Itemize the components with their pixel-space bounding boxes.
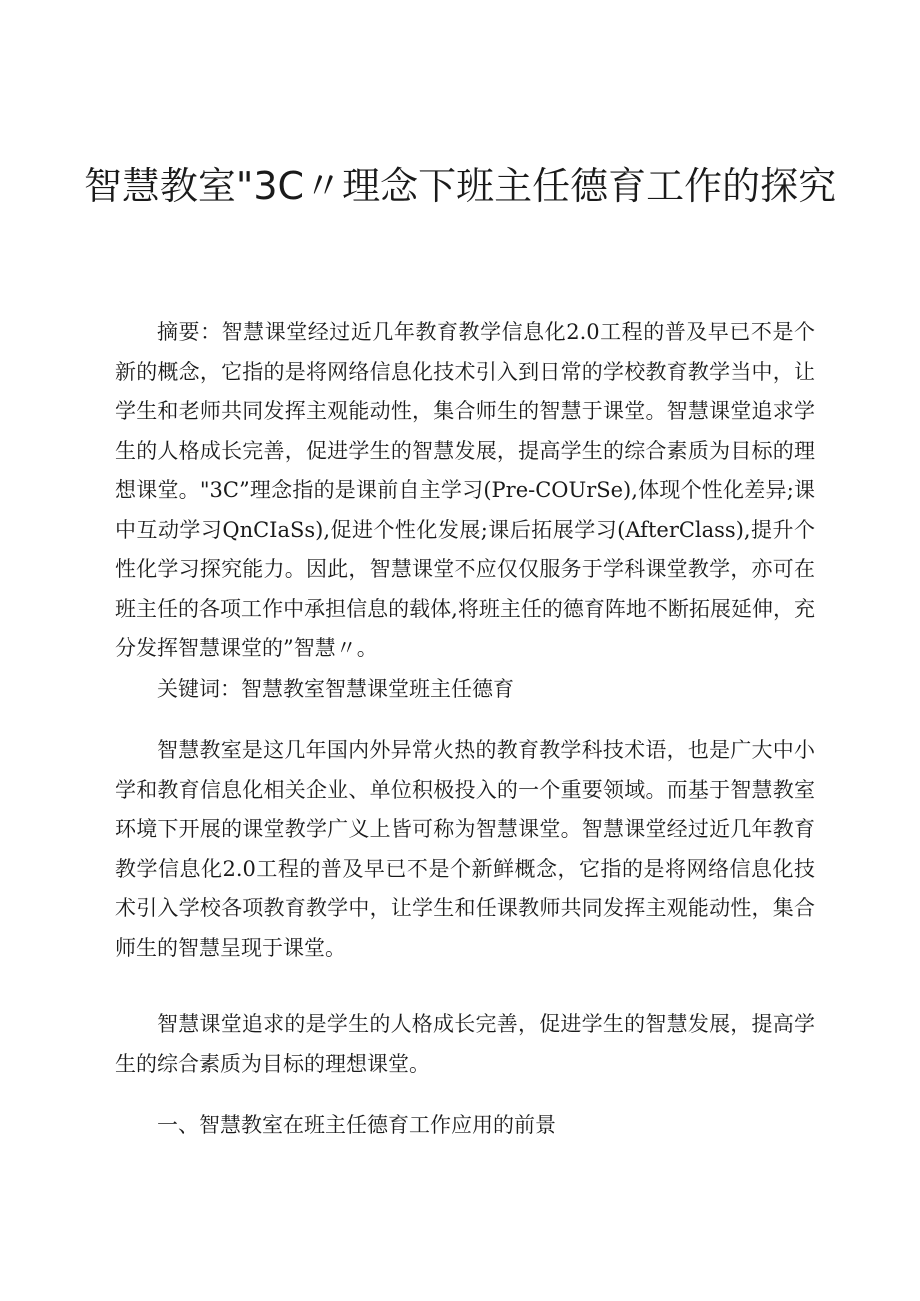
intro-paragraph-1: 智慧教室是这几年国内外异常火热的教育教学科技术语，也是广大中小学和教育信息化相关企业、单位积极投入的一个重要领域。而基于智慧教室环境下开展的课堂教学广义上皆可称为智慧课堂。智慧课堂经过近几年教育教学信息化2.0工程的普及早已不是个新鲜概念，它指的是将网络信息化技术引入学校各项教育教学中，让学生和任课教师共同发挥主观能动性，集合师生的智慧呈现于课堂。 — [115, 738, 815, 960]
document-title: 智慧教室"3C〃理念下班主任德育工作的探究 — [83, 164, 837, 208]
intro-paragraph-2: 智慧课堂追求的是学生的人格成长完善，促进学生的智慧发展，提高学生的综合素质为目标的理想课堂。 — [115, 1012, 815, 1076]
abstract-paragraph: 摘要：智慧课堂经过近几年教育教学信息化2.0工程的普及早已不是个新的概念，它指的是将网络信息化技术引入到日常的学校教育教学当中，让学生和老师共同发挥主观能动性，集合师生的智慧于课堂。智慧课堂追求学生的人格成长完善，促进学生的智慧发展，提高学生的综合素质为目标的理想课堂。"3C”理念指的是课前自主学习(Pre-COUrSe),体现个性化差异;课中互动学习QnCIaSs),促进个性化发展;课后拓展学习(AfterClass),提升个性化学习探究能力。因此，智慧课堂不应仅仅服务于学科课堂教学，亦可在班主任的各项工作中承担信息的载体,将班主任的德育阵地不断拓展延伸，充分发挥智慧课堂的”智慧〃。 — [115, 320, 815, 660]
section-heading-1: 一、智慧教室在班主任德育工作应用的前景 — [157, 1113, 556, 1137]
keywords-paragraph: 关键词：智慧教室智慧课堂班主任德育 — [157, 677, 514, 701]
